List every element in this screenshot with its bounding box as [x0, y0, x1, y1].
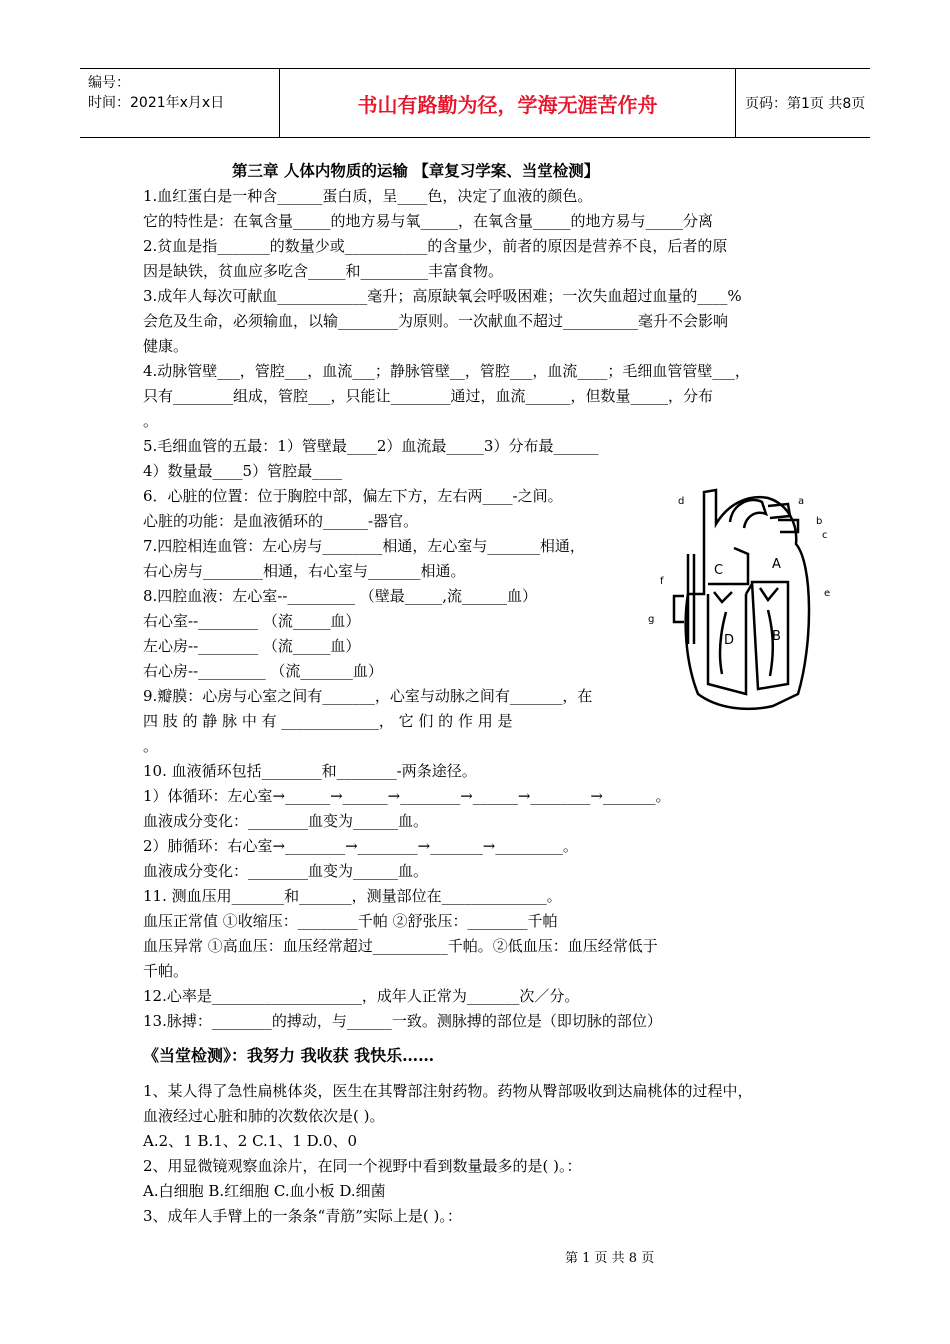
text-line: 4.动脉管壁___，管腔___，血流___；静脉管壁__，管腔___，血流____；毛细血管管壁___，: [143, 362, 750, 380]
text-line: 左心房--________ （流_____血）: [143, 637, 361, 655]
text-line: 血压正常值 ①收缩压：________千帕 ②舒张压：________千帕: [143, 912, 558, 930]
page-footer: 第 1 页 共 8 页: [565, 1251, 655, 1266]
text-line: 12.心率是____________________，成年人正常为_______次／分。: [143, 987, 580, 1005]
text-line: 7.四腔相连血管：左心房与________相通，左心室与_______相通，: [143, 537, 585, 555]
text-line: 血压异常 ①高血压：血压经常超过__________千帕。②低血压：血压经常低于: [143, 937, 658, 955]
text-line: 11. 测血压用_______和_______，测量部位在______________。: [143, 887, 562, 905]
time-label: 时间：2021年x月x日: [88, 95, 225, 111]
diagram-label: e: [824, 588, 831, 599]
diagram-label: f: [660, 576, 664, 587]
chapter-title: 第三章 人体内物质的运输 【章复习学案、当堂检测】: [232, 161, 600, 180]
text-line: 2）肺循环：右心室→________→________→_______→_________。: [143, 837, 578, 855]
text-line: 1.血红蛋白是一种含______蛋白质，呈____色，决定了血液的颜色。: [143, 187, 593, 205]
question-line: 血液经过心脏和肺的次数依次是( )。: [143, 1107, 385, 1125]
motto: 书山有路勤为径，学海无涯苦作舟: [280, 69, 736, 137]
text-line: 6．心脏的位置：位于胸腔中部，偏左下方，左右两____-之间。: [143, 487, 563, 505]
text-line: 血液成分变化：________血变为______血。: [143, 862, 429, 880]
chamber-label: B: [772, 629, 781, 644]
question-line: 2、用显微镜观察血涂片，在同一个视野中看到数量最多的是( )。：: [143, 1157, 582, 1175]
page-info: 页码：第1页 共8页: [745, 96, 866, 112]
heart-diagram: [648, 484, 838, 734]
text-line: 。: [143, 737, 159, 755]
text-line: 13.脉搏：________的搏动，与______一致。测脉搏的部位是（即切脉的部位）: [143, 1012, 662, 1030]
diagram-label: g: [648, 614, 655, 625]
chamber-label: A: [772, 557, 781, 572]
text-line: 右心房与________相通，右心室与_______相通。: [143, 562, 466, 580]
text-line: 四 肢 的 静 脉 中 有 _____________， 它 们 的 作 用 是: [143, 712, 513, 730]
text-line: 血液成分变化：________血变为______血。: [143, 812, 429, 830]
test-heading: 《当堂检测》：我努力 我收获 我快乐……: [143, 1046, 435, 1065]
text-line: 千帕。: [143, 962, 189, 980]
text-line: 1）体循环：左心室→______→______→________→______→________→_______。: [143, 787, 671, 805]
question-line: A.2、1 B.1、2 C.1、1 D.0、0: [143, 1132, 358, 1150]
text-line: 右心房--_________ （流_______血）: [143, 662, 383, 680]
number-label: 编号：: [88, 75, 130, 91]
text-line: 3.成年人每次可献血____________毫升；高原缺氧会呼吸困难；一次失血超过血量的____%: [143, 287, 742, 305]
text-line: 8.四腔血液：左心室--_________ （壁最_____,流______血）: [143, 587, 537, 605]
chamber-label: D: [724, 633, 735, 648]
text-line: 健康。: [143, 337, 189, 355]
question-line: A.白细胞 B.红细胞 C.血小板 D.细菌: [143, 1182, 386, 1200]
text-line: 它的特性是：在氧含量_____的地方易与氧_____，在氧含量_____的地方易与_____分离: [143, 212, 714, 230]
question-line: 1、某人得了急性扁桃体炎，医生在其臀部注射药物。药物从臀部吸收到达扁桃体的过程中，: [143, 1082, 753, 1100]
diagram-label: b: [816, 516, 823, 527]
text-line: 2.贫血是指_______的数量少或___________的含量少，前者的原因是营养不良，后者的原: [143, 237, 728, 255]
text-line: 10. 血液循环包括________和________-两条途径。: [143, 762, 477, 780]
chamber-label: C: [714, 563, 724, 578]
text-line: 会危及生命，必须输血，以输________为原则。一次献血不超过__________毫升不会影响: [143, 312, 729, 330]
diagram-label: a: [798, 496, 805, 507]
text-line: 心脏的功能：是血液循环的______-器官。: [143, 512, 419, 530]
text-line: 只有________组成，管腔___，只能让________通过，血流______，但数量_____，分布: [143, 387, 714, 405]
question-line: 3、成年人手臂上的一条条“青筋”实际上是( )。：: [143, 1207, 462, 1225]
diagram-label: d: [678, 496, 685, 507]
diagram-label: c: [822, 530, 828, 541]
text-line: 因是缺铁，贫血应多吃含_____和_________丰富食物。: [143, 262, 504, 280]
text-line: 4）数量最____5）管腔最____: [143, 462, 343, 480]
text-line: 5.毛细血管的五最：1）管壁最____2）血流最_____3）分布最______: [143, 437, 599, 455]
header-meta: [80, 69, 280, 137]
text-line: 9.瓣膜：心房与心室之间有_______，心室与动脉之间有_______，在: [143, 687, 593, 705]
page-header: [80, 68, 870, 138]
text-line: 。: [143, 412, 159, 430]
text-line: 右心室--________ （流_____血）: [143, 612, 361, 630]
